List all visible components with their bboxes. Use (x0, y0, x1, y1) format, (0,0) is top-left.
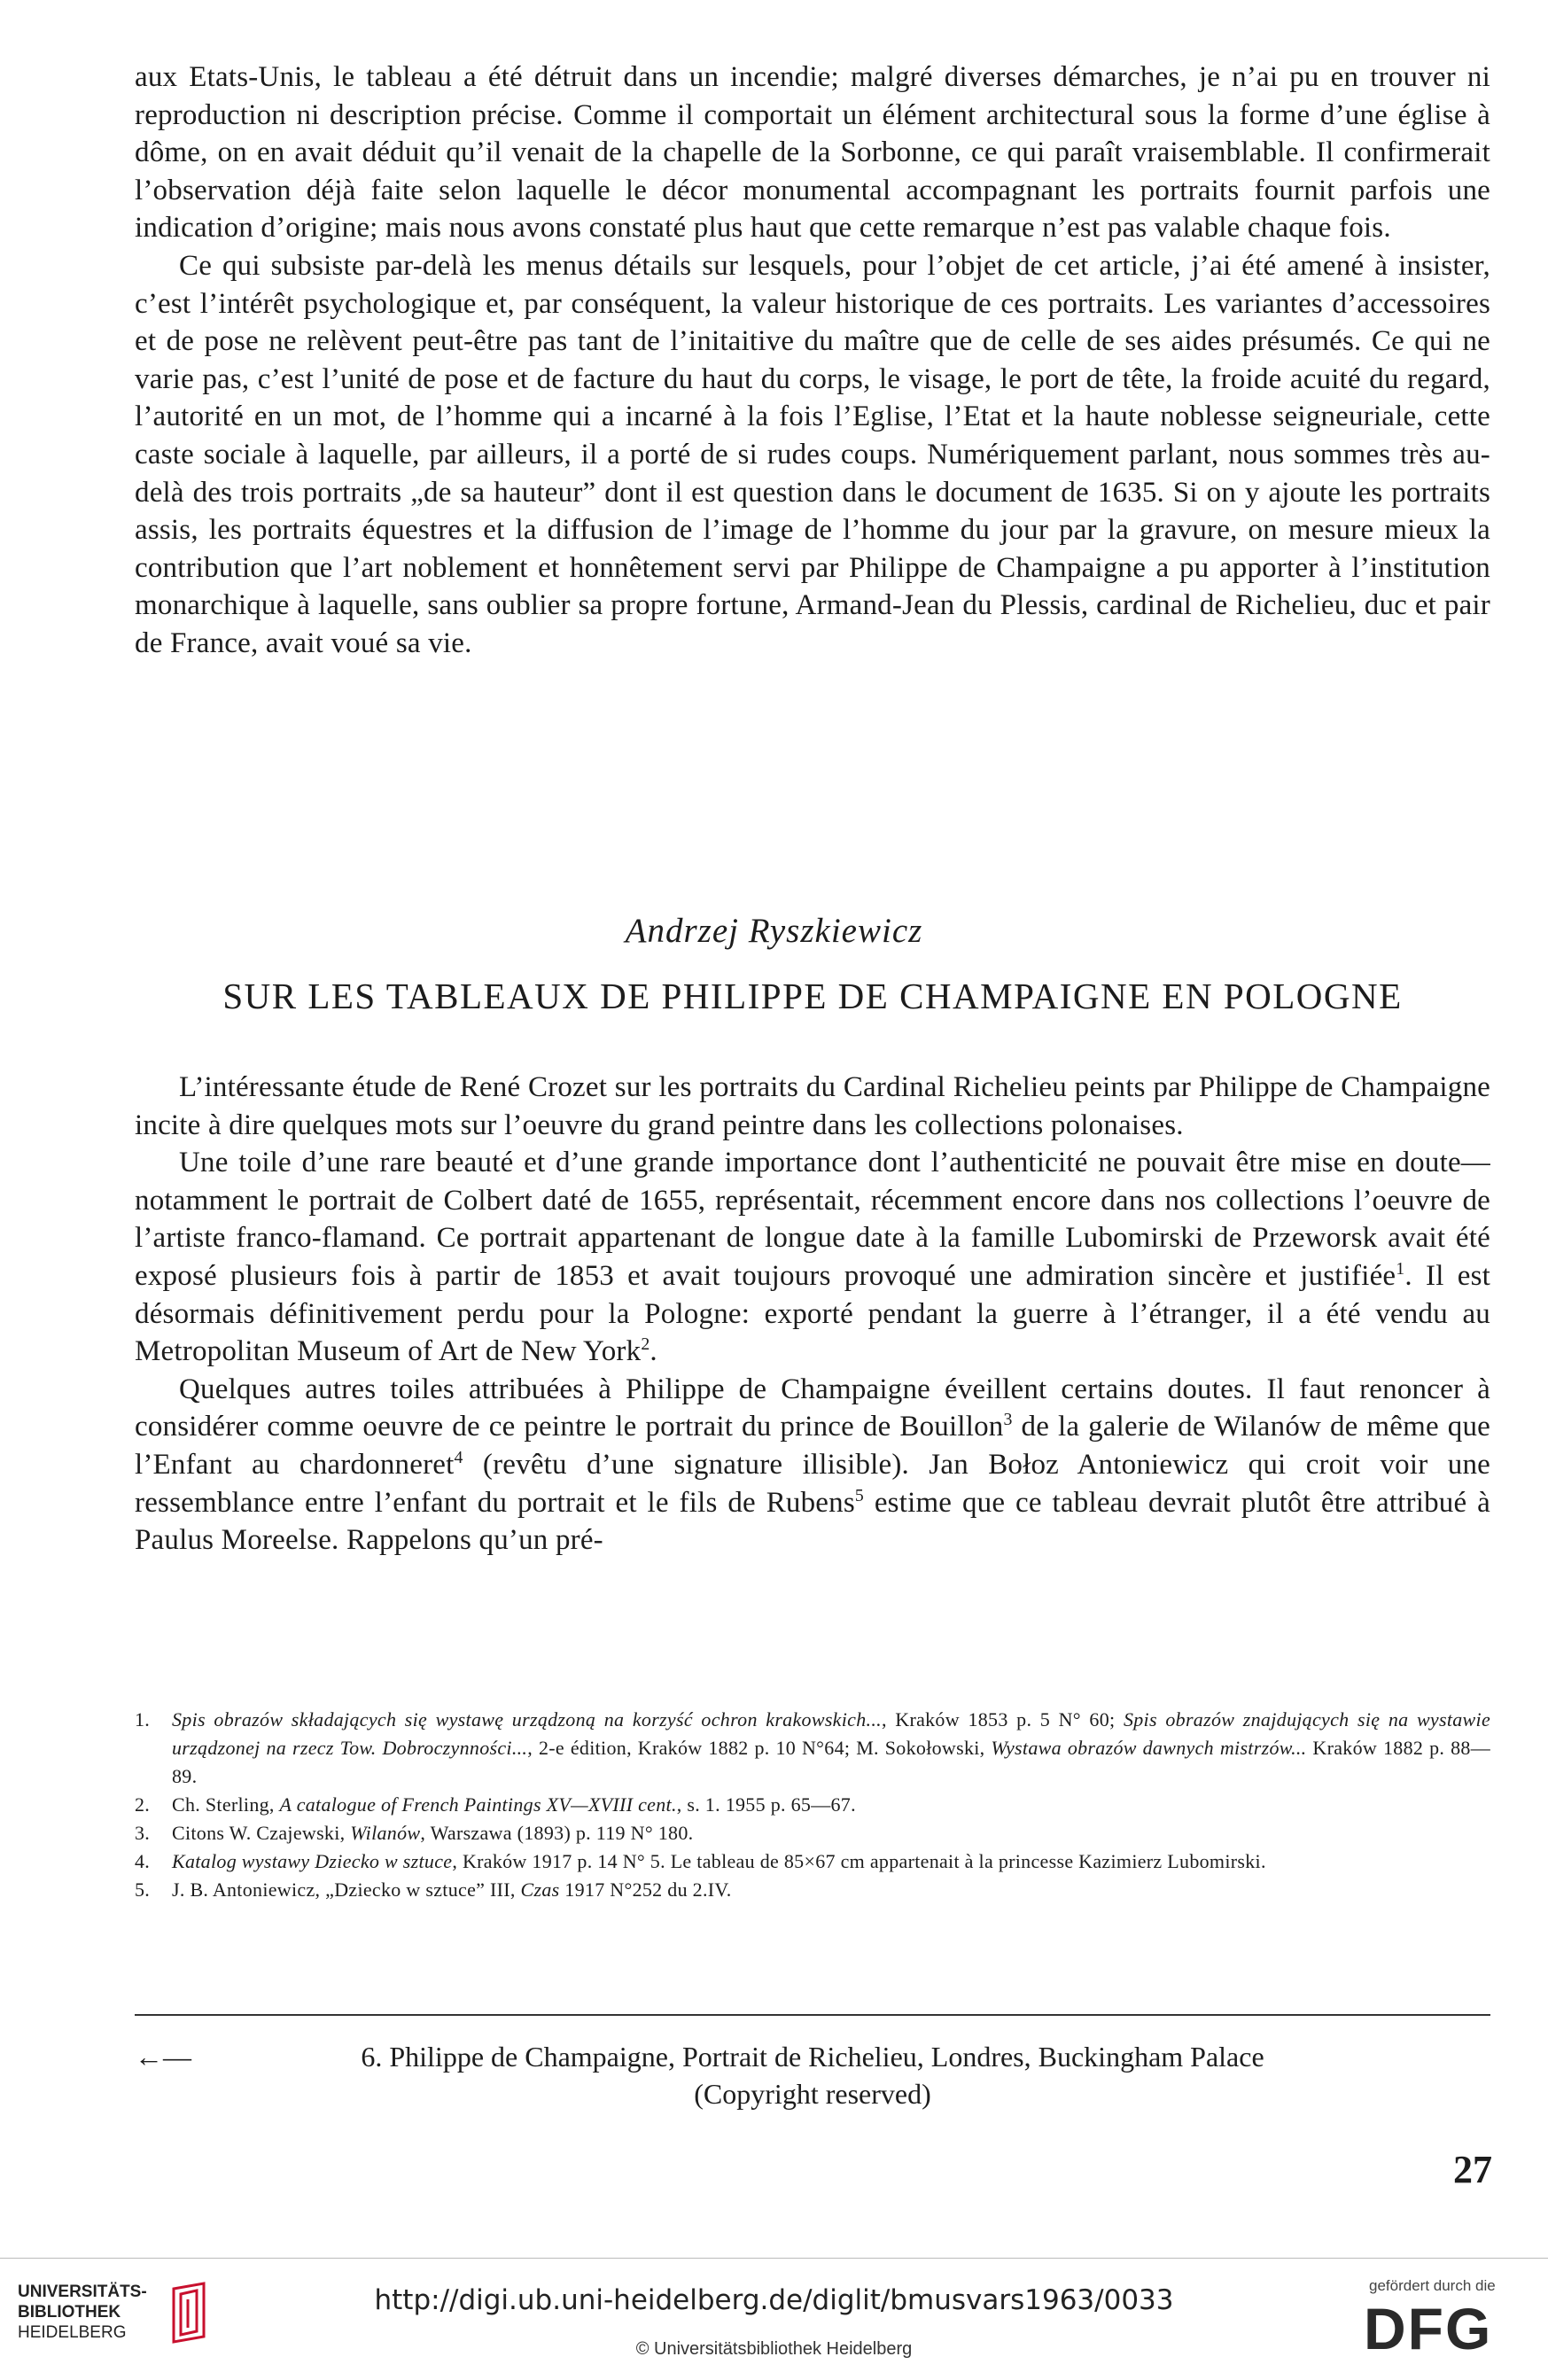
paragraph: L’intéressante étude de René Crozet sur les portraits du Cardinal Richelieu peints par Philippe de Champaigne incite à dire quelques mots sur l’oeuvre du grand peintre dans les collections polonaises. (135, 1071, 1490, 1141)
footnote-ref[interactable]: 4 (454, 1447, 463, 1467)
paragraph: Quelques autres toiles attribuées à Philippe de Champaigne éveillent certains doutes. Il faut renoncer à considérer comme oeuvre de ce peintre le portrait du prince de Bouillon$^3$ de la galerie de Wilanów de même que l’Enfant au chardonneret$^4$ (revêtu d’une signature illisible). Jan Bołoz Antoniewicz qui croit voir une ressemblance entre l’enfant du portrait et le fils de Rubens$^5$ estime que ce tableau devrait plutôt être attribué à Paulus Moreelse. Rappelons qu’un pré- (135, 1373, 1491, 1557)
library-logo[interactable]: UNIVERSITÄTS- BIBLIOTHEK HEIDELBERG (18, 2282, 310, 2353)
article-title: SUR LES TABLEAUX DE PHILIPPE DE CHAMPAIGNE EN POLOGNE (222, 976, 1403, 1016)
footer-divider (0, 2258, 1548, 2259)
footnote-ref[interactable]: 5 (854, 1485, 864, 1505)
footnote: 1. Spis obrazów składających się wystawę urządzoną na korzyść ochron krakowskich..., Kraków 1853 p. 5 N° 60; Spis obrazów znajdujących się na wystawie urządzonej na rzecz Tow. Dobroczynności..., 2-e édition, Kraków 1882 p. 10 N°64; M. Sokołowski, Wystawa obrazów dawnych mistrzów... Kraków 1882 p. 88—89. (135, 1708, 1491, 1787)
footnote: 4. Katalog wystawy Dziecko w sztuce, Kraków 1917 p. 14 N° 5. Le tableau de 85×67 cm appartenait à la princesse Kazimierz Lubomirski. (135, 1850, 1266, 1872)
footnote: 2. Ch. Sterling, A catalogue of French Paintings XV—XVIII cent., s. 1. 1955 p. 65—67. (135, 1793, 856, 1816)
article-body (135, 1069, 1490, 1559)
paragraph: Une toile d’une rare beauté et d’une grande importance dont l’authenticité ne pouvait être mise en doute—notamment le portrait de Colbert daté de 1655, représentait, récemment encore dans nos collections l’oeuvre de l’artiste franco-flamand. Ce portrait appartenant de longue date à la famille Lubomirski de Przeworsk avait été exposé plusieurs fois à partir de 1853 et avait toujours provoqué une admiration sincère et justifiée$^1$. Il est désormais définitivement perdu pour la Pologne: exporté pendant la guerre à l’étranger, il a été vendu au Metropolitan Museum of Art de New York$^2$. (135, 1147, 1490, 1368)
funder-logo[interactable]: gefördert durch die DFG (1364, 2277, 1496, 2361)
arrow-left-icon: ←— (135, 2041, 191, 2073)
footnotes (135, 1706, 1490, 1904)
paragraph: Ce qui subsiste par-delà les menus détails sur lesquels, pour l’objet de cet article, j’ai été amené à insister, c’est l’intérêt psychologique et, par conséquent, la valeur historique de ces portraits. Les variantes d’accessoires et de pose ne relèvent peut-être pas tant de l’initaitive du maître que de celle de ses aides présumés. Ce qui ne varie pas, c’est l’unité de pose et de facture du haut du corps, le visage, le port de tête, la froide acuité du regard, l’autorité en un mot, de l’homme qui a incarné à la fois l’Eglise, l’Etat et la haute noblesse seigneuriale, cette caste sociale à laquelle, par ailleurs, il a porté de si rudes coups. Numériquement parlant, nous sommes très au-delà des trois portraits „de sa hauteur” dont il est question dans le document de 1635. Si on y ajoute les portraits assis, les portraits équestres et la diffusion de l’image de l’homme du jour par la gravure, on mesure mieux la contribution que l’art noblement et honnêtement servi par Philippe de Champaigne a pu apporter à l’institution monarchique à laquelle, sans oublier sa propre fortune, Armand-Jean du Plessis, cardinal de Richelieu, duc et pair de France, avait voué sa vie. (135, 249, 1490, 659)
footnote-ref[interactable]: 2 (641, 1334, 650, 1355)
permalink[interactable]: http://digi.ub.uni-heidelberg.de/diglit/bmusvars1963/0033 (374, 2284, 1174, 2316)
article-author: Andrzej Ryszkiewicz (625, 912, 923, 950)
previous-article-ending (135, 58, 1490, 663)
caption-line: (Copyright reserved) (694, 2078, 931, 2110)
divider (135, 2014, 1490, 2016)
caption-line: 6. Philippe de Champaigne, Portrait de Richelieu, Londres, Buckingham Palace (361, 2041, 1264, 2073)
footnote: 3. Citons W. Czajewski, Wilanów, Warszawa (1893) p. 119 N° 180. (135, 1822, 694, 1844)
figure-caption (135, 2038, 1490, 2112)
footnote: 5. J. B. Antoniewicz, „Dziecko w sztuce” III, Czas 1917 N°252 du 2.IV. (135, 1878, 732, 1901)
page-number: 27 (1453, 2148, 1492, 2191)
copyright-notice: © Universitätsbibliothek Heidelberg (635, 2339, 913, 2359)
footnote-ref[interactable]: 1 (1396, 1258, 1405, 1279)
footnote-ref[interactable]: 3 (1003, 1410, 1013, 1430)
paragraph: aux Etats-Unis, le tableau a été détruit dans un incendie; malgré diverses démarches, je n’ai pu en trouver ni reproduction ni description précise. Comme il comportait un élément architectural sous la forme d’une église à dôme, on en avait déduit qu’il venait de la chapelle de la Sorbonne, ce qui paraît vraisemblable. Il confirmerait l’observation déjà faite selon laquelle le décor monumental accompagnant les portraits fournit parfois une indication d’origine; mais nous avons constaté plus haut que cette remarque n’est pas valable chaque fois. (135, 61, 1490, 245)
dfg-logo-icon: DFG (1364, 2296, 1493, 2361)
